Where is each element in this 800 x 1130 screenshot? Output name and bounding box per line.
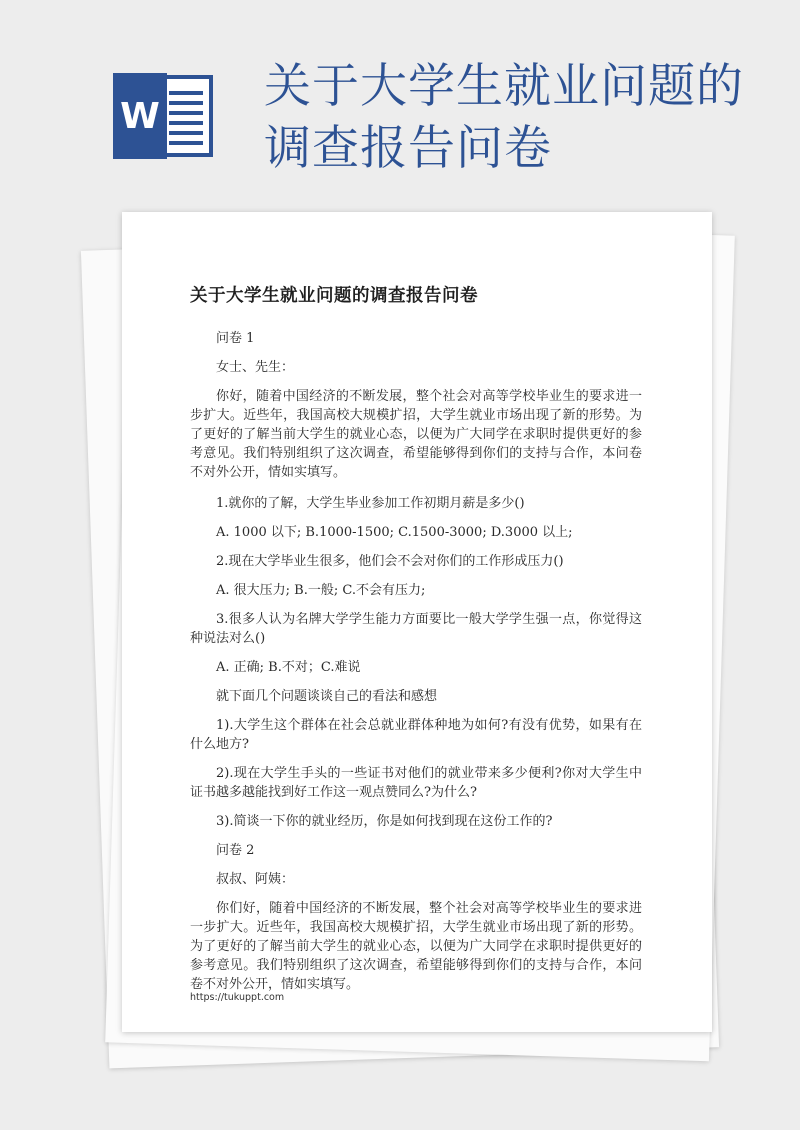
banner-title-line-2: 调查报告问卷 [264, 121, 552, 176]
document-title: 关于大学生就业问题的调查报告问卷 [190, 286, 478, 306]
question-1: 1.就你的了解，大学生毕业参加工作初期月薪是多少() [216, 496, 525, 511]
open-question-2: 2).现在大学生手头的一些证书对他们的就业带来多少便利?你对大学生中证书越多越能找到好工作这一观点赞同么?为什么? [190, 766, 642, 800]
questionnaire-1-salutation: 女士、先生： [216, 360, 295, 375]
questionnaire-2-salutation: 叔叔、阿姨： [216, 872, 295, 887]
question-1-options: A. 1000 以下; B.1000-1500; C.1500-3000; D.3000 以上; [216, 525, 573, 540]
questionnaire-1-heading: 问卷 1 [216, 331, 255, 346]
question-2-options: A. 很大压力; B.一般; C.不会有压力; [216, 583, 426, 598]
open-questions-intro: 就下面几个问题谈谈自己的看法和感想 [216, 689, 438, 704]
footer-url[interactable]: https://tukuppt.com [190, 992, 285, 1003]
questionnaire-2-heading: 问卷 2 [216, 843, 255, 858]
question-3-options: A. 正确; B.不对；C.难说 [216, 660, 361, 675]
document-body [190, 282, 642, 994]
svg-text:W: W [120, 96, 160, 137]
word-document-icon [111, 73, 215, 159]
banner-title-line-1: 关于大学生就业问题的 [264, 59, 744, 114]
question-2: 2.现在大学毕业生很多，他们会不会对你们的工作形成压力() [216, 554, 564, 569]
questionnaire-1-intro: 你好，随着中国经济的不断发展，整个社会对高等学校毕业生的要求进一步扩大。近些年，我国高校大规模扩招，大学生就业市场出现了新的形势。为了更好的了解当前大学生的就业心态，以便为广大同学在求职时提供更好的参考意见。我们特别组织了这次调查，希望能够得到你们的支持与合作，本问卷不对外公开，情如实填写。 [190, 389, 642, 480]
open-question-1: 1).大学生这个群体在社会总就业群体种地为如何?有没有优势，如果有在什么地方? [190, 718, 642, 752]
question-3: 3.很多人认为名牌大学学生能力方面要比一般大学学生强一点，你觉得这种说法对么() [190, 612, 642, 646]
banner-title [264, 56, 784, 180]
questionnaire-2-intro: 你们好，随着中国经济的不断发展，整个社会对高等学校毕业生的要求进一步扩大。近些年，我国高校大规模扩招，大学生就业市场出现了新的形势。为了更好的了解当前大学生的就业心态，以便为广大同学在求职时提供更好的参考意见。我们特别组织了这次调查，希望能够得到你们的支持与合作，本问卷不对外公开，情如实填写。 [190, 901, 642, 992]
document-page [122, 212, 712, 1032]
open-question-3: 3).简谈一下你的就业经历，你是如何找到现在这份工作的? [216, 814, 553, 829]
